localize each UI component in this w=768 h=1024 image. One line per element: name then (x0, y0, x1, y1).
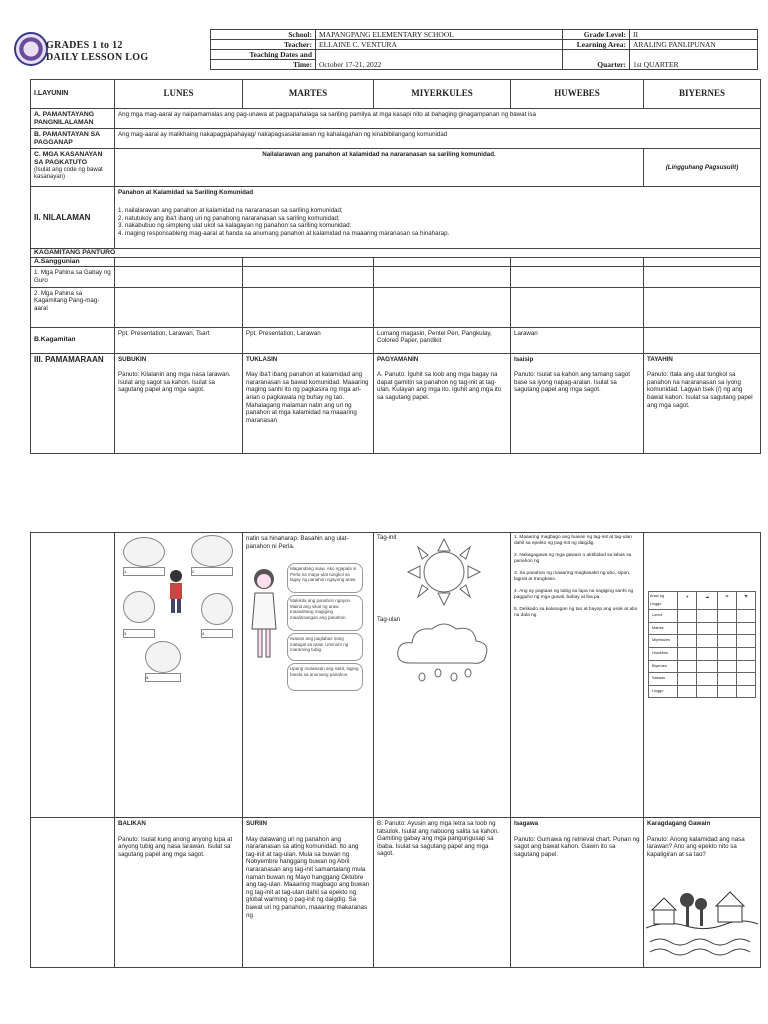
speech-bubble: Makikita ang panahon ngayon. Mainit ang sikat ng araw. Inaasahang magiging maalinsangan ang panahon. (287, 595, 363, 631)
procedure-isagawa: Isagawa Panuto: Gumawa ng retrieval chart. Punan ng sagot ang bawat kahon. Gawin ito sa sagutang papel. (511, 818, 644, 968)
deped-logo (14, 32, 48, 66)
speech-bubble: Iwasan ang paglabas nang matagal sa araw. Uminom ng maraming tubig. (287, 633, 363, 661)
kagamitan-lunes: Ppt. Presentation, Larawan, Tsart (115, 327, 243, 353)
lingguhang-pagsusulit: (Lingguhang Pagsusulit) (644, 149, 761, 187)
lesson-log-table (30, 79, 761, 454)
kagamitan-biyernes (644, 327, 761, 353)
storm-icon: ⛈ (737, 592, 756, 610)
pamantayang-pangnilalaman-text: Ang mga mag-aaral ay naipamamalas ang pag-unawa at pagpapahalaga sa sariling pamilya at mga kasapi nito at bahaging ginagampanan ng bawat isa (115, 109, 761, 129)
kasanayan-text: Nailalarawan ang panahon at kalamidad na nararanasan sa sariling komunidad. (115, 149, 644, 187)
grade-level: II (630, 30, 758, 40)
kagamitang-panturo-label: KAGAMITANG PANTURO (31, 249, 761, 258)
school-name: MAPANGPANG ELEMENTARY SCHOOL (316, 30, 563, 40)
row-label-pamantayang-pangnilalaman: A. PAMANTAYANG PANGNILALAMAN (31, 109, 115, 129)
row-label-pamantayan-sa-pagganap: B. PAMANTAYAN SA PAGGANAP (31, 129, 115, 149)
sanggunian-label: A.Sanggunian (31, 258, 115, 267)
col-lunes: LUNES (115, 80, 243, 109)
sun-icon: ☀ (678, 592, 697, 610)
picture-weather-1 (123, 537, 165, 567)
procedure-karagdagang-gawain: Karagdagang Gawain Panuto: Anong kalamidad ang nasa larawan? Ano ang epekto nito sa kapaligiran at sa tao? (644, 818, 761, 968)
kagamitan-label: B.Kagamitan (31, 327, 115, 353)
kagamitang-pang-mag-aaral-label: 2. Mga Pahina sa Kagamitang Pang-mag-aaral (31, 287, 115, 327)
martes-continued: natin sa hinaharap. Basahin ang ulat-panahon ni Perla. Magandang araw. Ako ngapala si Perla na magu-ulat tungkol sa lagay ng panahon ngayong araw. Makikita ang panahon ngayon. Mainit ang sikat ng araw. Inaasahang magiging maalinsangan ang panahon. Iwasan ang paglabas nang matagal sa araw. Uminom ng maraming tubig. Upang maiwasan ang sakit, laging handa sa anumang panahon. (243, 533, 374, 818)
calamity-illustration (646, 880, 758, 962)
procedure-huwebes: Isaisip Panuto: Isulat sa kahon ang tamang sagot base sa iyong napag-aralan. Isulat sa sagutang papel ang mga sagot. (511, 353, 644, 453)
teacher-name: ELLAINE C. VENTURA (316, 40, 563, 50)
pamantayan-sa-pagganap-text: Ang mag-aaral ay malikhaing nakapagpapahayag/ nakapagsasalarawan ng kahalagahan ng kinabibilangang komunidad (115, 129, 761, 149)
kagamitan-miyerkules: Lumang magasin, Pentel Pen, Pangkulay, Colored Paper, pandikit (374, 327, 511, 353)
picture-weather-4 (201, 593, 233, 625)
picture-weather-5 (145, 641, 181, 673)
child-figure (165, 568, 187, 618)
pagyamanin-drawings: Tag-init Tag-ulan (374, 533, 511, 818)
tayahin-chart (644, 533, 761, 818)
header-info-table: School: MAPANGPANG ELEMENTARY SCHOOL Grade Level: II Teacher: ELLAINE C. VENTURA Learning Area: ARALING PANLIPUNAN Teaching Dates and October 17-21, 2022 Quarter: 1st QUARTER Time: (210, 29, 758, 70)
learning-area: ARALING PANLIPUNAN (630, 40, 758, 50)
quarter: 1st QUARTER (630, 50, 758, 70)
procedure-biyernes: TAYAHIN Panuto: Itala ang ulat tungkol sa panahon na nararanasan sa iyong komunidad. Lagyan tsek (/) ng ang bawat kahon. Isulat sa sagutang papel ang mga sagot. (644, 353, 761, 453)
pamamaraan-label: III. PAMAMARAAN (31, 353, 115, 453)
gabay-guro-label: 1. Mga Pahina sa Gabay ng Guro (31, 267, 115, 287)
col-layunin: I.LAYUNIN (31, 80, 115, 109)
col-martes: MARTES (243, 80, 374, 109)
perla-figure (249, 567, 279, 667)
weather-checklist-table: Araw ng Linggo ☀ ☁ ☂ ⛈ Lunes Martes Miyerkules Huwebes Biyernes Sabado Linggo (648, 591, 756, 698)
speech-bubble: Magandang araw. Ako ngapala si Perla na magu-ulat tungkol sa lagay ng panahon ngayong araw. (287, 563, 363, 593)
row-label-kasanayan: C. MGA KASANAYAN SA PAGKATUTO (Isulat ang code ng bawat kasanayan) (31, 149, 115, 187)
kagamitan-martes: Ppt. Presentation, Larawan (243, 327, 374, 353)
rain-icon: ☂ (717, 592, 736, 610)
col-miyerkules: MIYERKULES (374, 80, 511, 109)
nilalaman-item: 3. nakabubuo ng simpleng ulat ukol sa kalagayan ng panahon sa sariling komunidad; (118, 222, 352, 230)
col-biyernes: BIYERNES (644, 80, 761, 109)
kagamitan-huwebes: Larawan (511, 327, 644, 353)
rain-cloud-icon (392, 619, 492, 689)
lesson-log-table-continued (30, 532, 761, 968)
nilalaman-cell (115, 187, 761, 249)
col-huwebes: HUWEBES (511, 80, 644, 109)
picture-weather-3 (123, 591, 155, 623)
nilalaman-item: 4. maging responsableng mag-aaral at handa sa anumang panahon at kalamidad na maaaring maranasan sa hinaharap. (118, 229, 450, 237)
procedure-balikan: BALIKAN Panuto: Isulat kung anong anyong lupa at anyong tubig ang nasa larawan. Isulat sa sagutang papel ang mga sagot. (115, 818, 243, 968)
teaching-dates: October 17-21, 2022 (316, 50, 563, 70)
sun-icon (404, 537, 484, 607)
procedure-lunes: SUBUKIN Panuto: Kilalanin ang mga nasa larawan. Isulat ang sagot sa kahon. Isulat sa sagutang papel ang mga sagot. (115, 353, 243, 453)
isaisip-items: 1. Maaaring magbago ang buwan ng tag-init at tag-ulan dahil sa epekto ng pag-init ng daigdig. 2. Nakagagawa ng mga gawain o aktibidad sa labas sa panahon ng 3. Sa panahon ng maaaring magkasakit ng ubo, sipon, lagnat at trangkaso. 4. Ang ay pagtaas ng tubig sa lupa na nagiging sanhi ng pagguho ng mga gusali, bahay at iba pa. 5. Delikado sa kalusugan ng tao at hayop ang usok at abo na dala ng (511, 533, 644, 818)
row-label-nilalaman: II. NILALAMAN (31, 187, 115, 249)
procedure-miyerkules: PAGYAMANIN A. Panuto: Iguhit sa loob ang mga bagay na dapat gamitin sa panahon ng tag-init at tag-ulan. Kulayan ang mga ito. Iguhit ang mga ito sa sagutang papel. (374, 353, 511, 453)
procedure-pagyamanin-b: B. Panuto: Ayusin ang mga letra sa loob ng tatsulok. Isulat ang nabuong salita sa kahon. Gamiting gabay ang mga pangungusap sa ibaba. Isulat sa sagutang papel ang mga sagot. (374, 818, 511, 968)
speech-bubble: Upang maiwasan ang sakit, laging handa sa anumang panahon. (287, 663, 363, 691)
picture-weather-2 (191, 535, 233, 567)
cloud-icon: ☁ (697, 592, 717, 610)
nilalaman-title: Panahon at Kalamidad sa Sariling Komunidad (118, 189, 254, 197)
brand-title: GRADES 1 to 12 DAILY LESSON LOG (46, 40, 149, 63)
procedure-suriin: SURIIN May dalawang uri ng panahon ang nararanasan sa ating komunidad. Ito ang tag-init at tag-ulan. Mula sa buwan ng Nobyembre hanggang buwan ng Abril nararanasan ang tag-init samantalang mula naman buwan ng Mayo hanggang Oktubre ang tag-ulan. Maaaring magbago ang buwan ng tag-init at tag-ulan dahil sa epekto ng global warming o pag-init ng daigdig. Sa bawat uri ng panahon, maaaring makaranas ng (243, 818, 374, 968)
procedure-martes: TUKLASIN May iba't ibang panahon at kalamidad ang nararanasan sa bawat komunidad. Maaaring maging sanhi ito ng pagkasira ng mga ari-arian o pagkawala ng buhay ng tao. Mahalagang malaman natin ang uri ng panahon at mga kalamidad na maaaring maranasan (243, 353, 374, 453)
nilalaman-item: 1. nailalarawan ang panahon at kalamidad na nararanasan sa sariling komunidad; (118, 206, 343, 214)
subukin-pictures: 1. 2. 3. 4. 5. (115, 533, 243, 818)
nilalaman-item: 2. natutukoy ang iba't ibang uri ng panahong nararanasan sa sariling komunidad; (118, 214, 340, 222)
